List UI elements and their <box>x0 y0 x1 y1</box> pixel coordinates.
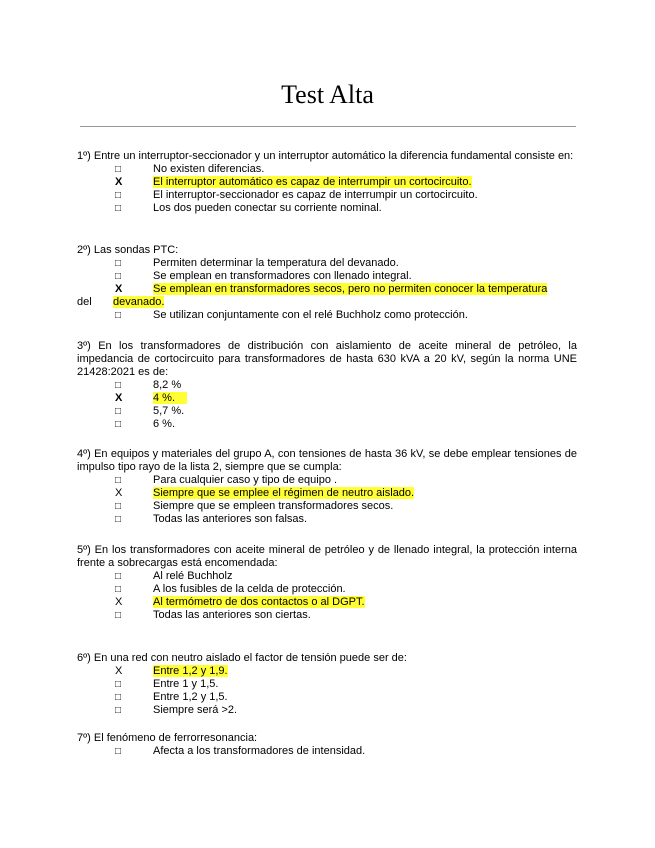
option-text-highlighted: Al termómetro de dos contactos o al DGPT. <box>153 596 365 608</box>
checkbox-icon: □ <box>115 514 122 525</box>
question-text: 5º) En los transformadores con aceite mineral de petróleo y de llenado integral, la protección interna frente a sobrecargas está encomendada: <box>77 544 577 569</box>
question-text: 1º) Entre un interruptor-seccionador y un interruptor automático la diferencia fundamental consiste en: <box>77 150 574 162</box>
option-text: A los fusibles de la celda de protección. <box>153 583 346 595</box>
option-d <box>77 418 577 431</box>
checkbox-icon: □ <box>115 746 122 757</box>
option-a <box>77 570 577 583</box>
x-mark-icon: X <box>115 176 123 188</box>
question-5 <box>77 544 577 622</box>
checkbox-icon: □ <box>115 271 122 282</box>
checkbox-icon: □ <box>115 501 122 512</box>
question-7 <box>77 732 577 758</box>
option-text: Permiten determinar la temperatura del devanado. <box>153 257 399 269</box>
option-b <box>77 583 577 596</box>
question-text: 6º) En una red con neutro aislado el factor de tensión puede ser de: <box>77 652 407 664</box>
checkbox-icon: □ <box>115 571 122 582</box>
option-text: Para cualquier caso y tipo de equipo . <box>153 474 338 486</box>
option-text: Entre 1,2 y 1,5. <box>153 691 228 703</box>
checkbox-icon: □ <box>115 679 122 690</box>
title-divider <box>80 126 576 127</box>
option-d <box>77 704 577 717</box>
option-text: Al relé Buchholz <box>153 570 233 582</box>
document-title: Test Alta <box>281 80 374 109</box>
option-b <box>77 678 577 691</box>
option-text: 5,7 %. <box>153 405 185 417</box>
question-1 <box>77 150 577 215</box>
option-text: Todas las anteriores son falsas. <box>153 513 308 525</box>
option-text-highlighted: devanado. <box>113 296 165 308</box>
option-a-selected <box>77 665 577 678</box>
checkbox-icon: □ <box>115 380 122 391</box>
checkbox-icon: □ <box>115 610 122 621</box>
option-c-selected <box>77 596 577 609</box>
option-d <box>77 309 577 322</box>
option-b-selected <box>77 392 577 405</box>
option-b-selected <box>77 176 577 189</box>
option-text: Siempre será >2. <box>153 704 238 716</box>
question-text: 7º) El fenómeno de ferrorresonancia: <box>77 732 258 744</box>
option-b <box>77 270 577 283</box>
x-mark-icon: X <box>115 596 123 608</box>
option-text: Afecta a los transformadores de intensidad. <box>153 745 366 757</box>
question-text: 3º) En los transformadores de distribución con aislamiento de aceite mineral de petróleo, la impedancia de cortocircuito para transformadores de hasta 630 kVA a 20 kV, según la norma UNE 21428:2021 es de: <box>77 340 577 378</box>
option-b-selected <box>77 487 577 500</box>
option-text: Entre 1 y 1,5. <box>153 678 219 690</box>
checkbox-icon: □ <box>115 692 122 703</box>
option-text-highlighted: Siempre que se emplee el régimen de neutro aislado. <box>153 487 415 499</box>
option-c-selected <box>77 283 577 296</box>
x-mark-icon: X <box>115 392 123 404</box>
checkbox-icon: □ <box>115 190 122 201</box>
question-4 <box>77 448 577 526</box>
question-2 <box>77 244 577 322</box>
option-text: 8,2 % <box>153 379 182 391</box>
option-text: Siempre que se empleen transformadores secos. <box>153 500 394 512</box>
checkbox-icon: □ <box>115 475 122 486</box>
option-text: Los dos pueden conectar su corriente nominal. <box>153 202 382 214</box>
checkbox-icon: □ <box>115 203 122 214</box>
option-a <box>77 257 577 270</box>
checkbox-icon: □ <box>115 584 122 595</box>
option-text: 6 %. <box>153 418 176 430</box>
x-mark-icon: X <box>115 487 123 499</box>
checkbox-icon: □ <box>115 705 122 716</box>
option-text: Se utilizan conjuntamente con el relé Buchholz como protección. <box>153 309 468 321</box>
question-text: 4º) En equipos y materiales del grupo A, con tensiones de hasta 36 kV, se debe emplear tensiones de impulso tipo rayo de la lista 2, siempre que se cumpla: <box>77 448 577 473</box>
option-text: El interruptor-seccionador es capaz de interrumpir un cortocircuito. <box>153 189 478 201</box>
option-c-continuation <box>77 296 577 309</box>
checkbox-icon: □ <box>115 406 122 417</box>
option-d <box>77 513 577 526</box>
checkbox-icon: □ <box>115 258 122 269</box>
option-a <box>77 379 577 392</box>
question-text: 2º) Las sondas PTC: <box>77 244 179 256</box>
option-text: Todas las anteriores son ciertas. <box>153 609 311 621</box>
option-text-highlighted: Entre 1,2 y 1,9. <box>153 665 228 677</box>
option-text: No existen diferencias. <box>153 163 265 175</box>
option-text: Se emplean en transformadores con llenado integral. <box>153 270 412 282</box>
option-text-highlighted: Se emplean en transformadores secos, pero no permiten conocer la temperatura <box>153 283 548 295</box>
option-c <box>77 691 577 704</box>
option-text-highlighted: El interruptor automático es capaz de interrumpir un cortocircuito. <box>153 176 472 188</box>
option-d <box>77 609 577 622</box>
wrap-lead: del <box>77 296 92 308</box>
option-d <box>77 202 577 215</box>
option-a <box>77 474 577 487</box>
option-c <box>77 405 577 418</box>
checkbox-icon: □ <box>115 310 122 321</box>
option-a <box>77 745 577 758</box>
question-6 <box>77 652 577 717</box>
x-mark-icon: X <box>115 283 123 295</box>
checkbox-icon: □ <box>115 164 122 175</box>
option-a <box>77 163 577 176</box>
question-3 <box>77 340 577 431</box>
checkbox-icon: □ <box>115 419 122 430</box>
option-text-highlighted: 4 %. <box>153 392 187 404</box>
x-mark-icon: X <box>115 665 123 677</box>
option-c <box>77 189 577 202</box>
option-c <box>77 500 577 513</box>
